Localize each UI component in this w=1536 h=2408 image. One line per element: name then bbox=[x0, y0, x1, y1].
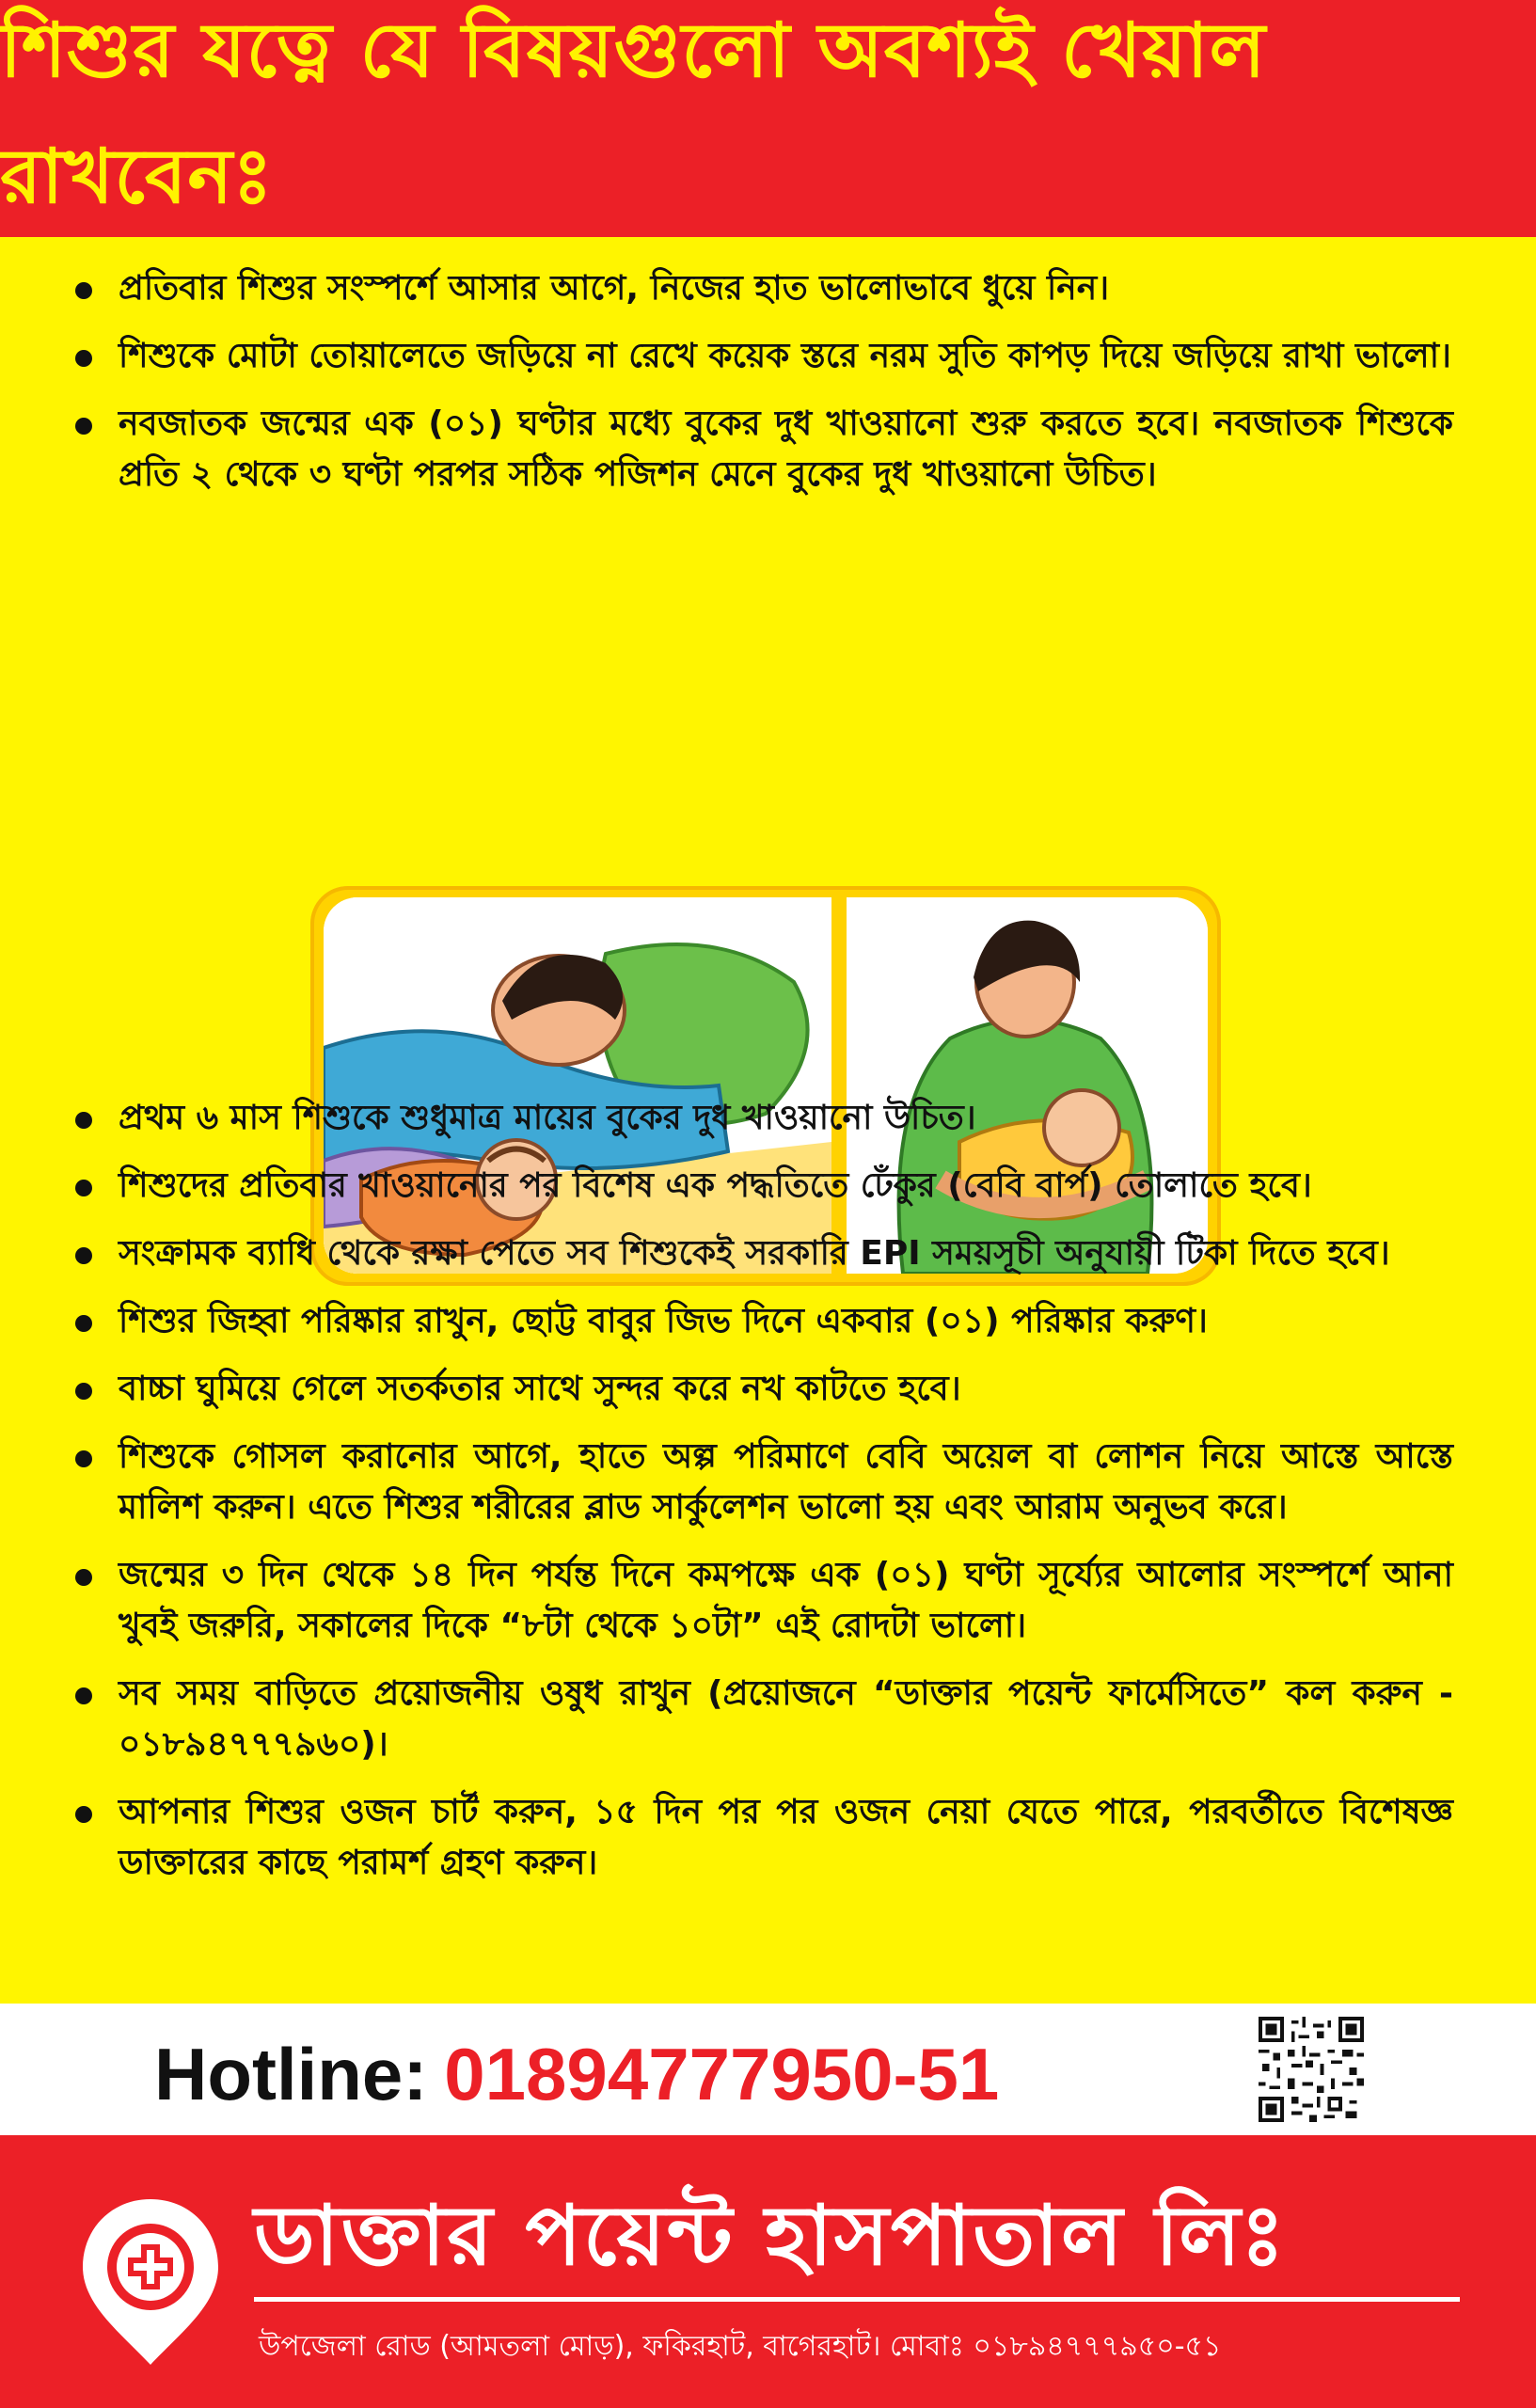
list-item: শিশুকে গোসল করানোর আগে, হাতে অল্প পরিমাণে বেবি অয়েল বা লোশন নিয়ে আস্তে আস্তে মালিশ করুন। এতে শিশুর শরীরের ব্লাড সার্কুলেশন ভালো হয় এবং আরাম অনুভব করে। bbox=[66, 1432, 1453, 1533]
hospital-address: উপজেলা রোড (আমতলা মোড়), ফকিরহাট, বাগেরহাট। মোবাঃ ০১৮৯৪৭৭৭৯৫০-৫১ bbox=[259, 2330, 1222, 2363]
list-item: আপনার শিশুর ওজন চার্ট করুন, ১৫ দিন পর পর ওজন নেয়া যেতে পারে, পরবর্তীতে বিশেষজ্ঞ ডাক্তারের কাছে পরামর্শ গ্রহণ করুন। bbox=[66, 1787, 1453, 1889]
list-item: বাচ্চা ঘুমিয়ে গেলে সতর্কতার সাথে সুন্দর করে নখ কাটতে হবে। bbox=[66, 1364, 1453, 1415]
list-item: প্রতিবার শিশুর সংস্পর্শে আসার আগে, নিজের হাত ভালোভাবে ধুয়ে নিন। bbox=[66, 263, 1453, 314]
list-item: সংক্রামক ব্যাধি থেকে রক্ষা পেতে সব শিশুকেই সরকারি EPI সময়সূচী অনুযায়ী টিকা দিতে হবে। bbox=[66, 1228, 1453, 1279]
tips-list-top bbox=[66, 263, 1453, 517]
footer-banner bbox=[0, 2135, 1536, 2408]
hotline-label: Hotline: bbox=[154, 2033, 428, 2115]
header-banner bbox=[0, 0, 1536, 237]
divider bbox=[254, 2297, 1460, 2302]
list-item: জন্মের ৩ দিন থেকে ১৪ দিন পর্যন্ত দিনে কমপক্ষে এক (০১) ঘণ্টা সূর্য্যের আলোর সংস্পর্শে আনা খুবই জরুরি, সকালের দিকে “৮টা থেকে ১০টা” এই রোদটা ভালো। bbox=[66, 1550, 1453, 1652]
tips-list-bottom bbox=[66, 1093, 1453, 1906]
hospital-name: ডাক্তার পয়েন্ট হাসপাতাল লিঃ bbox=[254, 2187, 1287, 2284]
list-item: প্রথম ৬ মাস শিশুকে শুধুমাত্র মায়ের বুকের দুধ খাওয়ানো উচিত। bbox=[66, 1093, 1453, 1144]
list-item: শিশুদের প্রতিবার খাওয়ানোর পর বিশেষ এক পদ্ধতিতে ঢেঁকুর (বেবি বার্প) তোলাতে হবে। bbox=[66, 1161, 1453, 1212]
list-item: শিশুকে মোটা তোয়ালেতে জড়িয়ে না রেখে কয়েক স্তরে নরম সুতি কাপড় দিয়ে জড়িয়ে রাখা ভালো। bbox=[66, 331, 1453, 382]
hotline-bar bbox=[0, 2004, 1536, 2135]
list-item: নবজাতক জন্মের এক (০১) ঘণ্টার মধ্যে বুকের দুধ খাওয়ানো শুরু করতে হবে। নবজাতক শিশুকে প্রতি ২ থেকে ৩ ঘণ্টা পরপর সঠিক পজিশন মেনে বুকের দুধ খাওয়ানো উচিত। bbox=[66, 399, 1453, 500]
qr-code-icon[interactable] bbox=[1259, 2017, 1364, 2122]
hotline-number[interactable]: 01894777950-51 bbox=[444, 2033, 1000, 2115]
list-item: শিশুর জিহ্বা পরিষ্কার রাখুন, ছোট্ট বাবুর জিভ দিনে একবার (০১) পরিষ্কার করুণ। bbox=[66, 1296, 1453, 1347]
list-item: সব সময় বাড়িতে প্রয়োজনীয় ওষুধ রাখুন (প্রয়োজনে “ডাক্তার পয়েন্ট ফার্মেসিতে” কল করুন - ০১৮৯৪৭৭৭৯৬০)। bbox=[66, 1669, 1453, 1770]
hospital-logo-icon bbox=[75, 2192, 226, 2370]
content-area bbox=[0, 237, 1536, 2004]
hotline bbox=[154, 2032, 999, 2116]
page-title: শিশুর যত্নে যে বিষয়গুলো অবশ্যই খেয়াল রাখবেনঃ bbox=[0, 7, 1267, 220]
